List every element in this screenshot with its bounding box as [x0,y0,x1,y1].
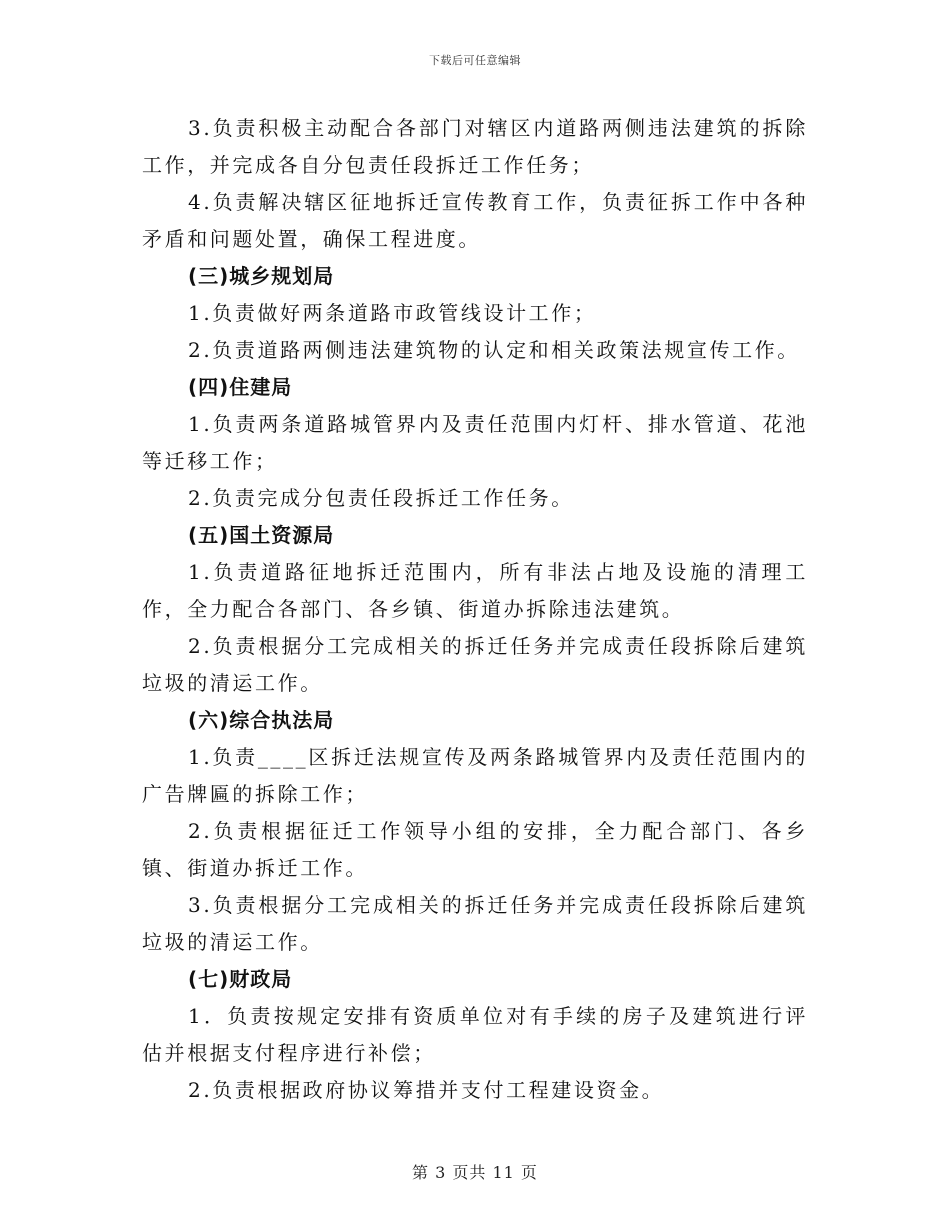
paragraph: 2.负责根据征迁工作领导小组的安排，全力配合部门、各乡镇、街道办拆迁工作。 [142,819,808,880]
page-header: 下载后可任意编辑 [429,54,521,67]
paragraph: 2.负责根据分工完成相关的拆迁任务并完成责任段拆除后建筑垃圾的清运工作。 [142,634,808,695]
section-heading: (六)综合执法局 [188,708,335,732]
document-body [142,110,808,1109]
paragraph: 1.负责____区拆迁法规宣传及两条路城管界内及责任范围内的广告牌匾的拆除工作； [142,745,808,806]
section-heading: (五)国土资源局 [188,523,335,547]
paragraph: 1.负责两条道路城管界内及责任范围内灯杆、排水管道、花池等迁移工作； [142,412,808,473]
paragraph: 3.负责根据分工完成相关的拆迁任务并完成责任段拆除后建筑垃圾的清运工作。 [142,893,808,954]
paragraph: 3.负责积极主动配合各部门对辖区内道路两侧违法建筑的拆除工作，并完成各自分包责任段拆迁工作任务； [142,116,808,177]
paragraph: 4.负责解决辖区征地拆迁宣传教育工作，负责征拆工作中各种矛盾和问题处置，确保工程进度。 [142,190,808,251]
paragraph: 2.负责根据政府协议筹措并支付工程建设资金。 [188,1078,665,1102]
section-heading: (三)城乡规划局 [188,264,335,288]
section-heading: (七)财政局 [188,967,293,991]
paragraph: 1.负责道路征地拆迁范围内，所有非法占地及设施的清理工作，全力配合各部门、各乡镇、街道办拆除违法建筑。 [142,560,808,621]
paragraph: 1．负责按规定安排有资质单位对有手续的房子及建筑进行评估并根据支付程序进行补偿； [142,1004,808,1065]
page-footer: 第 3 页共 11 页 [412,1163,538,1182]
paragraph: 2.负责完成分包责任段拆迁工作任务。 [188,486,574,510]
paragraph: 2.负责道路两侧违法建筑物的认定和相关政策法规宣传工作。 [188,338,800,362]
section-heading: (四)住建局 [188,375,293,399]
paragraph: 1.负责做好两条道路市政管线设计工作； [188,301,597,325]
